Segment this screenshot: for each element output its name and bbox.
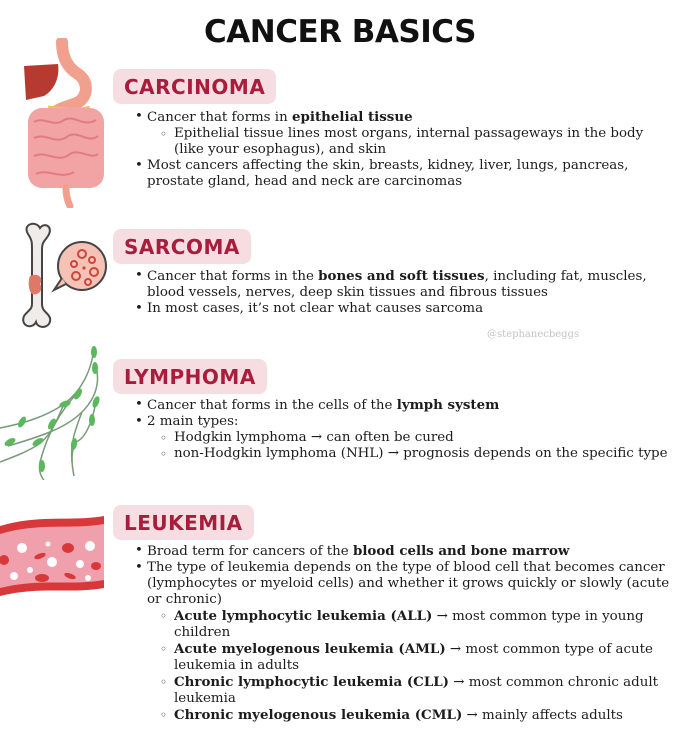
sarcoma-body [133,268,673,317]
list-item: • Cancer that forms in epithelial tissue ◦ Epithelial tissue lines most organs, internal passageways in the body (like your esophagus), and skin [133,109,673,158]
heading-leukemia: LEUKEMIA [113,505,254,540]
heading-sarcoma: SARCOMA [113,229,251,264]
list-item: • 2 main types: ◦ Hodgkin lymphoma → can often be cured ◦ non-Hodgkin lymphoma (NHL) → prognosis depends on the specific type [133,414,673,462]
list-item: ◦ Epithelial tissue lines most organs, internal passageways in the body (like your esophagus), and skin [147,126,673,158]
list-item: ◦ Acute lymphocytic leukemia (ALL) → most common type in young children [147,608,673,641]
digestive-system-icon [18,38,108,208]
lymphoma-body [133,397,673,462]
carcinoma-body [133,109,673,190]
list-item: ◦ non-Hodgkin lymphoma (NHL) → prognosis depends on the specific type [147,446,673,462]
list-item: • Broad term for cancers of the blood cells and bone marrow [133,543,673,560]
list-item: ◦ Acute myelogenous leukemia (AML) → most common type of acute leukemia in adults [147,641,673,674]
heading-lymphoma: LYMPHOMA [113,359,267,394]
list-item: • Cancer that forms in the bones and soft tissues, including fat, muscles, blood vessels, nerves, deep skin tissues and fibrous tissues [133,268,673,301]
list-item: ◦ Chronic myelogenous leukemia (CML) → mainly affects adults [147,707,673,724]
list-item: • Cancer that forms in the cells of the lymph system [133,397,673,414]
list-item: • In most cases, it’s not clear what causes sarcoma [133,301,673,317]
list-item: ◦ Hodgkin lymphoma → can often be cured [147,430,673,446]
watermark: @stephanecbeggs [487,329,580,340]
page-title: CANCER BASICS [204,14,476,50]
heading-carcinoma: CARCINOMA [113,69,276,104]
list-item: • The type of leukemia depends on the type of blood cell that becomes cancer (lymphocytes or myeloid cells) and whether it grows quickly or slowly (acute or chronic) ◦ Acute lymphocytic leukemia (ALL) → most common type in young children ◦ Acute myelogenous leukemia (AML) → most common type of acute leukemia in adults ◦ Chronic lymphocytic leukemia (CLL) → most common chronic adult leukemia ◦ Chronic myelogenous leukemia (CML) → mainly affects adults [133,560,673,724]
list-item: • Most cancers affecting the skin, breasts, kidney, liver, lungs, pancreas, prostate gland, head and neck are carcinomas [133,158,673,190]
blood-vessel-icon [0,510,110,600]
leukemia-body [133,543,673,724]
list-item: ◦ Chronic lymphocytic leukemia (CLL) → most common chronic adult leukemia [147,674,673,707]
bone-tumor-icon [12,220,112,332]
lymph-network-icon [0,342,110,480]
